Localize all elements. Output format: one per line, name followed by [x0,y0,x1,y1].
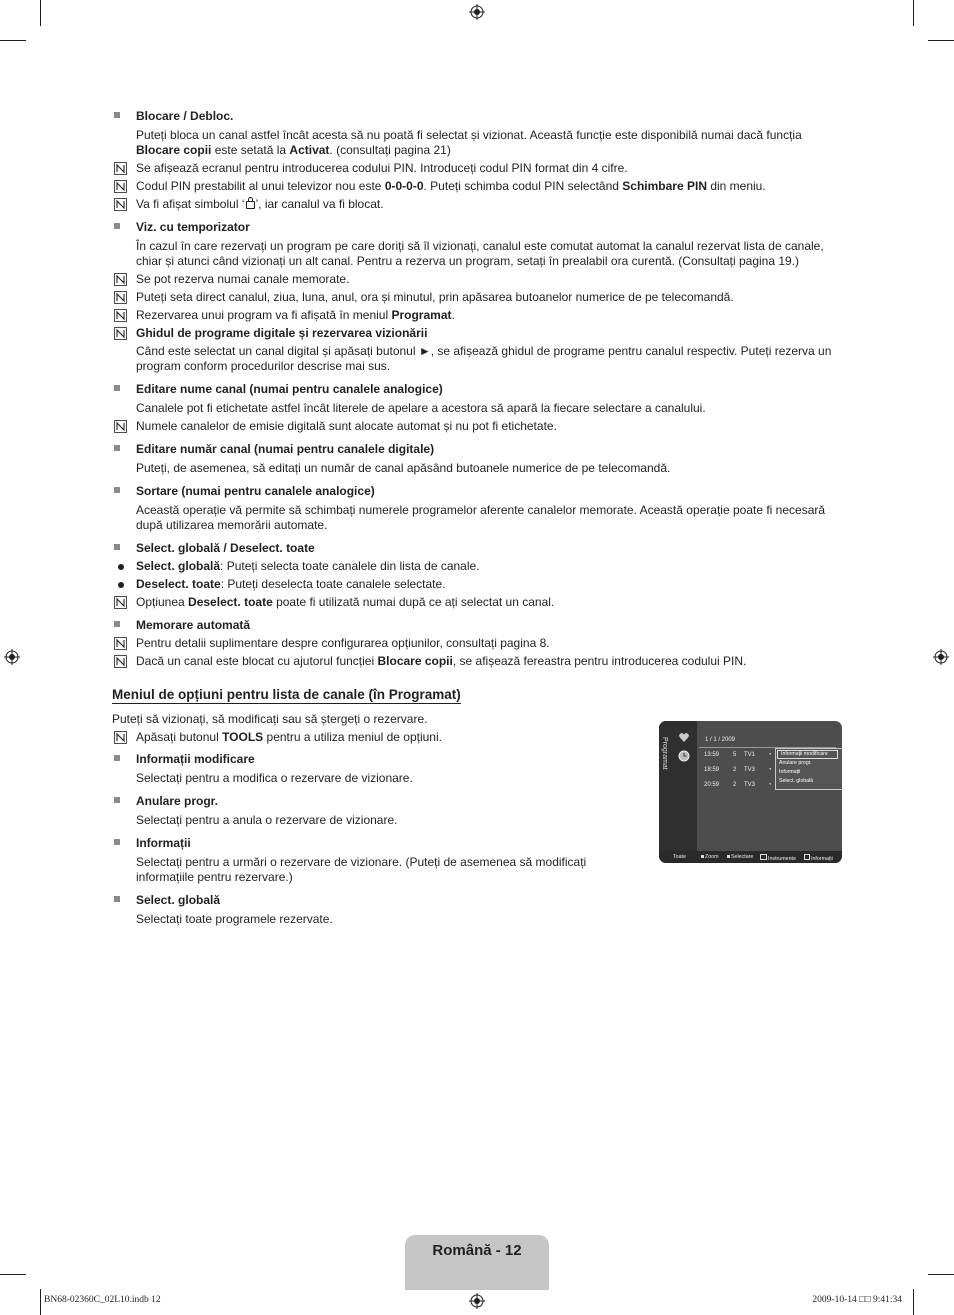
page-number-tab [405,1235,549,1290]
option-item [112,892,602,927]
bold-term: Programat [391,308,452,322]
menu-item-title: Sortare (numai pentru canalele analogice) [136,484,375,498]
menu-item-title: Viz. cu temporizator [136,220,250,234]
note-icon [114,273,127,286]
square-bullet-icon [114,112,120,118]
bold-term: Blocare copii [136,143,212,157]
crop-mark [40,0,41,26]
bold-term: TOOLS [222,730,264,744]
bold-term: 0-0-0-0 [384,179,424,193]
option-item-description: Selectați pentru a anula o rezervare de vizionare. [136,813,398,827]
bullet-item: Deselect. toate: Puteți deselecta toate canalele selectate. [112,577,842,592]
option-item-description: Selectați toate programele rezervate. [136,912,333,926]
option-item-title: Anulare progr. [136,794,219,808]
menu-item-title: Memorare automată [136,618,251,632]
section-intro: Puteți să vizionați, să modificați sau să ștergeți o rezervare. [112,712,428,726]
square-bullet-icon [114,839,120,845]
bold-term: Deselect. toate [136,577,221,591]
note-item: Va fi afișat simbolul ‘ ’, iar canalul va fi blocat. [112,197,842,212]
note-item: Opțiunea Deselect. toate poate fi utilizată numai după ce ați selectat un canal. [112,595,842,610]
square-bullet-icon [114,621,120,627]
note-icon [114,327,127,340]
note-icon [114,309,127,322]
tv-row-number: 5 [733,752,737,758]
registration-mark-icon [469,4,485,20]
crop-mark [928,40,954,41]
square-bullet-icon [114,487,120,493]
tv-row-number: 2 [733,767,737,773]
zoom-button-icon [701,855,704,858]
registration-mark-icon [4,649,20,665]
tv-row-time: 20:59 [704,782,720,788]
crop-mark [0,40,26,41]
tv-footer-zoom: Zoom [705,854,719,860]
menu-item [112,617,842,669]
square-bullet-icon [114,896,120,902]
tv-screen-illustration [659,721,842,863]
bold-term: Deselect. toate [188,595,273,609]
tv-menu-option: Anulare progr. [779,760,812,766]
tv-menu-option: Informații modificare [777,750,838,759]
tools-icon [760,854,767,860]
option-menu-items [112,751,602,927]
tv-sidebar-title: Programat [661,737,668,770]
note-item: Numele canalelor de emisie digitală sunt alocate automat și nu pot fi etichetate. [112,419,842,434]
heart-icon [679,733,689,742]
bold-term: Select. globală [136,559,221,573]
option-item [112,751,602,786]
menu-item-title: Editare număr canal (numai pentru canalele digitale) [136,442,435,456]
menu-item-title: Select. globală / Deselect. toate [136,541,315,555]
menu-item [112,540,842,610]
tv-footer-all: Toate [673,854,686,860]
option-item-title: Informații [136,836,191,850]
note-item: Dacă un canal este blocat cu ajutorul funcției Blocare copii, se afișează fereastra pentru introducerea codului PIN. [112,654,842,669]
tv-footer [659,851,842,863]
note-item [112,326,842,341]
tv-date: 1 / 1 / 2009 [705,737,736,743]
info-icon [804,854,810,860]
crop-mark [913,1289,914,1315]
menu-item [112,108,842,212]
clock-icon [678,750,690,762]
menu-item-title: Editare nume canal (numai pentru canalele analogice) [136,382,443,396]
tv-row-number: 2 [733,782,737,788]
option-item-description: Selectați pentru a urmări o rezervare de vizionare. (Puteți de asemenea să modificați informațiile pentru rezervare.) [136,855,587,884]
item-description: Canalele pot fi etichetate astfel încât literele de apelare a acestora să apară la fiecare selectare a canalului. [136,401,706,415]
registration-mark-icon [933,649,949,665]
note-icon [114,420,127,433]
crop-mark [0,1274,26,1275]
select-button-icon [727,855,730,858]
timer-icon: ◔ [768,782,772,788]
tv-row-channel: TV3 [744,782,756,788]
bullet-item: Select. globală: Puteți selecta toate canalele din lista de canale. [112,559,842,574]
note-item: Rezervarea unui program va fi afișată în meniul Programat. [112,308,842,323]
item-description: Această operație vă permite să schimbați numerele programelor aferente canalelor memorate. Această operație poate fi necesară după utilizarea memorării automate. [136,503,826,532]
option-item [112,793,602,828]
crop-mark [913,0,914,26]
tv-row-time: 18:59 [704,767,720,773]
tv-options-menu [775,748,842,790]
square-bullet-icon [114,797,120,803]
tv-footer-info: Informații [811,856,833,862]
tv-footer-tools: Instrumente [768,856,796,862]
square-bullet-icon [114,445,120,451]
note-icon [114,291,127,304]
section-note-text: Apăsați butonul TOOLS pentru a utiliza meniul de opțiuni. [136,730,442,744]
tv-menu-option: Select. globală [779,778,814,784]
menu-item [112,441,842,476]
tv-sidebar [659,721,697,851]
timer-icon: ◔ [768,767,772,773]
option-item [112,835,602,885]
square-bullet-icon [114,755,120,761]
square-bullet-icon [114,544,120,550]
section-title: Meniul de opțiuni pentru lista de canale (în Programat) [112,687,461,702]
note-icon [114,162,127,175]
tv-schedule-row [704,752,772,758]
menu-item [112,381,842,434]
note-item: Pentru detalii suplimentare despre configurarea opțiunilor, consultați pagina 8. [112,636,842,651]
menu-item-title: Blocare / Debloc. [136,109,234,123]
tv-schedule-row [704,767,772,773]
note-item: Se pot rezerva numai canale memorate. [112,272,842,287]
note-item: Codul PIN prestabilit al unui televizor nou este 0-0-0-0. Puteți schimba codul PIN selectând Schimbare PIN din meniu. [112,179,842,194]
crop-mark [40,1289,41,1315]
tv-row-channel: TV3 [744,767,756,773]
timer-icon: ◔ [768,752,772,758]
tv-menu-option: Informații [779,769,801,775]
note-icon [114,596,127,609]
bullet-dot-icon [118,582,124,588]
channel-menu-items [112,108,842,669]
footer-timestamp: 2009-10-14 □□ 9:41:34 [812,1295,902,1305]
option-item-title: Informații modificare [136,752,255,766]
bold-term: Ghidul de programe digitale și rezervarea vizionării [136,326,428,340]
option-item-description: Selectați pentru a modifica o rezervare de vizionare. [136,771,413,785]
note-icon [114,637,127,650]
bold-term: Blocare copii [377,654,453,668]
tv-row-time: 13:59 [704,752,720,758]
lock-icon [246,201,255,209]
note-icon [114,198,127,211]
crop-mark [928,1274,954,1275]
bullet-dot-icon [118,564,124,570]
tv-row-channel: TV1 [744,752,756,758]
note-icon [114,655,127,668]
tv-schedule-row [704,782,772,788]
item-description: Când este selectat un canal digital și apăsați butonul ►, se afișează ghidul de programe pentru canalul respectiv. Puteți rezerva un program conform procedurilor descrise mai sus. [136,344,832,373]
note-icon [114,180,127,193]
registration-mark-icon [469,1293,485,1309]
page-label: Română - 12 [432,1242,522,1259]
note-item: Puteți seta direct canalul, ziua, luna, anul, ora și minutul, prin apăsarea butoanelor numerice de pe telecomandă. [112,290,842,305]
bold-term: Schimbare PIN [622,179,707,193]
note-item: Se afișează ecranul pentru introducerea codului PIN. Introduceți codul PIN format din 4 cifre. [112,161,842,176]
item-description: Puteți bloca un canal astfel încât acesta să nu poată fi selectat și vizionat. Această funcție este disponibilă numai dacă funcția Blocare copii este setată la Activat. (consultați pagina 21) [136,128,802,157]
tv-footer-select: Selectare [731,854,754,860]
note-icon [114,731,127,744]
footer-file-info: BN68-02360C_02L10.indb 12 [44,1295,161,1305]
option-item-title: Select. globală [136,893,221,907]
menu-item [112,483,842,533]
bold-term: Activat [289,143,330,157]
square-bullet-icon [114,385,120,391]
square-bullet-icon [114,223,120,229]
menu-item [112,219,842,374]
item-description: În cazul în care rezervați un program pe care doriți să îl vizionați, canalul este comutat automat la canalul rezervat lista de canale, chiar și atunci când vizionați un alt canal. Pentru a rezerva un program, setați în prealabil ora curentă. (Consultați pagina 19.) [136,239,824,268]
item-description: Puteți, de asemenea, să editați un număr de canal apăsând butoanele numerice de pe telecomandă. [136,461,671,475]
